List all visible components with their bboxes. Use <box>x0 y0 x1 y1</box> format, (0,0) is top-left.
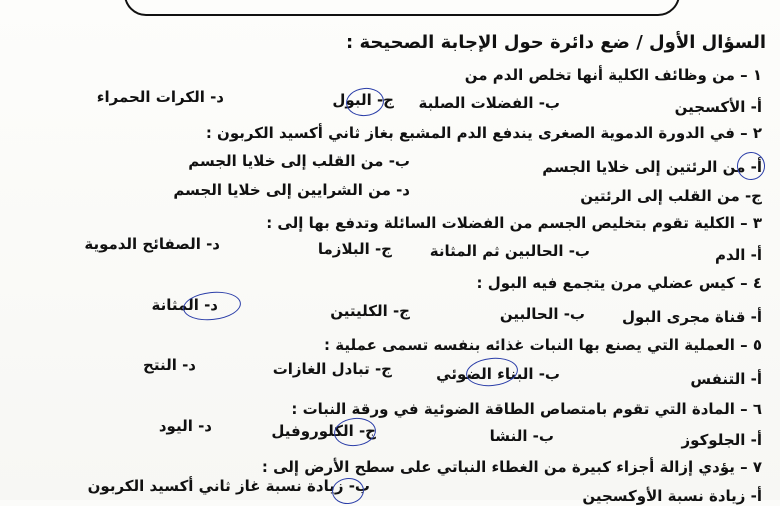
q5-option-d[interactable]: د- النتح <box>143 356 196 374</box>
q1-option-a[interactable]: أ- الأكسجين <box>674 98 762 116</box>
q4-option-c[interactable]: ج- الكليتين <box>330 302 410 320</box>
section-title: السؤال الأول / ضع دائرة حول الإجابة الصحيحة : <box>345 32 766 53</box>
q2-option-d[interactable]: د- من الشرايين إلى خلايا الجسم <box>173 181 410 199</box>
question-3-stem: ٣ – الكلية تقوم بتخليص الجسم من الفضلات السائلة وتدفع بها إلى : <box>266 214 762 232</box>
q1-option-c[interactable]: ج- البول <box>332 91 394 109</box>
q6-option-c[interactable]: ج- الكلوروفيل <box>271 422 376 440</box>
q3-option-d[interactable]: د- الصفائح الدموية <box>84 235 220 253</box>
question-7-stem: ٧ – يؤدي إزالة أجزاء كبيرة من الغطاء النباتي على سطح الأرض إلى : <box>261 458 762 476</box>
q5-option-c[interactable]: ج- تبادل الغازات <box>272 360 392 378</box>
q7-option-a[interactable]: أ- زيادة نسبة الأوكسجين <box>582 487 762 505</box>
q3-option-a[interactable]: أ- الدم <box>714 246 762 264</box>
q5-option-b[interactable]: ب- البناء الضوئي <box>436 365 560 383</box>
q6-option-d[interactable]: د- اليود <box>158 417 212 435</box>
q6-option-b[interactable]: ب- النشا <box>489 427 554 445</box>
q6-option-a[interactable]: أ- الجلوكوز <box>681 431 762 449</box>
question-2-stem: ٢ – في الدورة الدموية الصغرى يندفع الدم المشبع بغاز ثاني أكسيد الكربون : <box>205 124 762 142</box>
q3-option-c[interactable]: ج- البلازما <box>317 240 392 258</box>
q2-option-c[interactable]: ج- من القلب إلى الرئتين <box>580 187 762 205</box>
q1-option-b[interactable]: ب- الفضلات الصلبة <box>418 94 560 112</box>
q3-option-b[interactable]: ب- الحالبين ثم المثانة <box>429 242 590 260</box>
question-1-stem: ١ – من وظائف الكلية أنها تخلص الدم من <box>464 66 762 84</box>
q4-option-a[interactable]: أ- قناة مجرى البول <box>622 308 762 326</box>
q2-option-b[interactable]: ب- من القلب إلى خلايا الجسم <box>188 152 410 170</box>
question-6-stem: ٦ – المادة التي تقوم بامتصاص الطاقة الضوئية في ورقة النبات : <box>291 400 762 418</box>
question-4-stem: ٤ – كيس عضلي مرن يتجمع فيه البول : <box>476 274 762 292</box>
q2-option-a[interactable]: أ- من الرئتين إلى خلايا الجسم <box>542 158 762 176</box>
q1-option-d[interactable]: د- الكرات الحمراء <box>96 88 224 106</box>
q7-option-b[interactable]: ب- زيادة نسبة غاز ثاني أكسيد الكربون <box>87 477 370 495</box>
q5-option-a[interactable]: أ- التنفس <box>690 370 762 388</box>
q4-option-b[interactable]: ب- الحالبين <box>499 305 585 323</box>
q4-option-d[interactable]: د- المثانة <box>151 296 218 314</box>
question-5-stem: ٥ – العملية التي يصنع بها النبات غذائه بنفسه تسمى عملية : <box>324 336 762 354</box>
student-info-box <box>124 0 680 16</box>
